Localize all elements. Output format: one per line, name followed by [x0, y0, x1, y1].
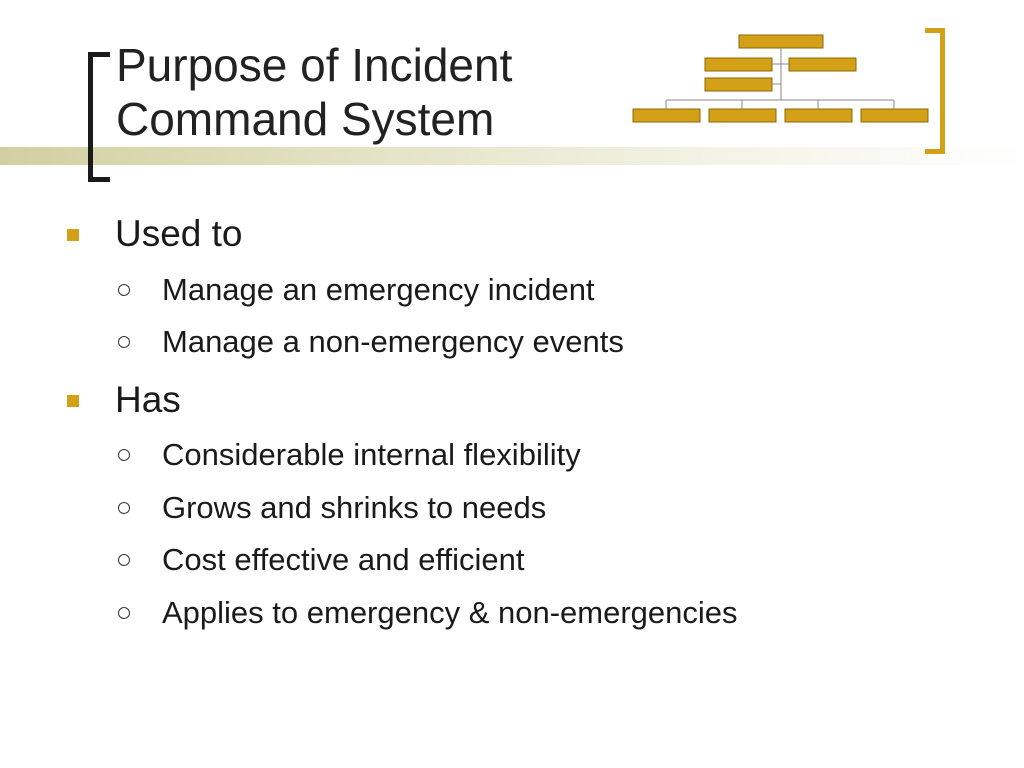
sub-bullet-item [162, 594, 738, 632]
sub-bullet-item [162, 271, 595, 309]
square-bullet-icon [67, 229, 79, 241]
circle-bullet-icon [118, 607, 130, 619]
bullet-item [115, 212, 243, 256]
bullet-text: Used to [115, 213, 243, 254]
square-bullet-icon [67, 395, 79, 407]
circle-bullet-icon [118, 284, 130, 296]
bullet-text: Manage an emergency incident [162, 272, 595, 307]
circle-bullet-icon [118, 502, 130, 514]
bullet-text: Manage a non-emergency events [162, 324, 624, 359]
circle-bullet-icon [118, 554, 130, 566]
title-line-2: Command System [116, 93, 495, 145]
bullet-text: Has [115, 379, 181, 420]
circle-bullet-icon [118, 336, 130, 348]
bullet-text: Grows and shrinks to needs [162, 490, 547, 525]
bullet-text: Applies to emergency & non-emergencies [162, 595, 738, 630]
sub-bullet-item [162, 436, 581, 474]
sub-bullet-item [162, 489, 546, 527]
sub-bullet-item [162, 323, 624, 361]
circle-bullet-icon [118, 449, 130, 461]
bullet-item [115, 378, 181, 422]
bullet-text: Cost effective and efficient [162, 542, 525, 577]
title-line-1: Purpose of Incident [116, 39, 513, 91]
bullet-text: Considerable internal flexibility [162, 437, 581, 472]
sub-bullet-item [162, 541, 524, 579]
